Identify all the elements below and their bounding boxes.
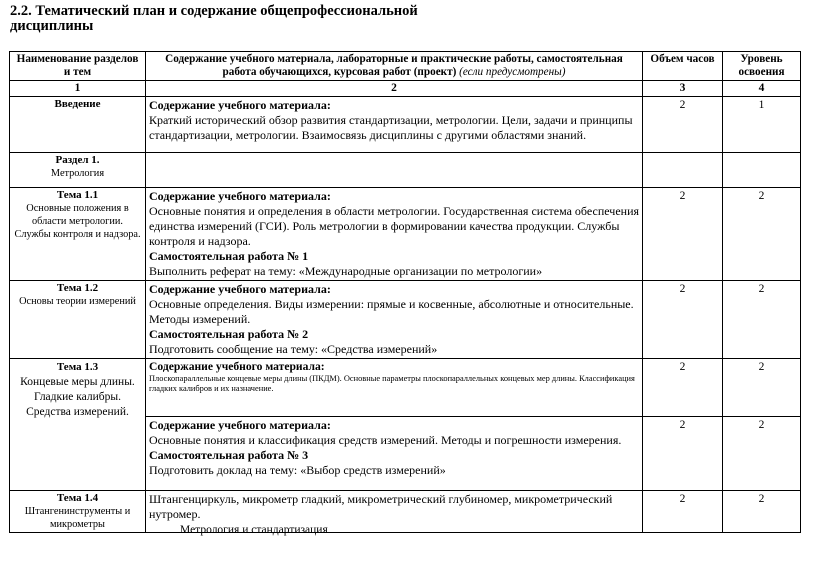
- table-row-topic-1-1: [10, 188, 801, 281]
- heading-line-1: 2.2. Тематический план и содержание общепрофессиональной: [10, 3, 418, 19]
- self-study-text: Подготовить доклад на тему: «Выбор средств измерений»: [149, 463, 446, 477]
- column-number-4: 4: [723, 81, 801, 97]
- row-name-cell: [10, 97, 146, 153]
- column-number-1: 1: [10, 81, 146, 97]
- column-number-3: 3: [643, 81, 723, 97]
- topic-level: 2: [723, 491, 801, 533]
- content-text: Основные определения. Виды измерении: прямые и косвенные, абсолютные и относительные. Методы измерений.: [149, 297, 634, 326]
- content-title: Содержание учебного материала:: [149, 189, 331, 203]
- column-number-2: 2: [146, 81, 643, 97]
- topic-title: Тема 1.4: [56, 492, 99, 504]
- self-study-title: Самостоятельная работа № 1: [149, 249, 309, 263]
- topic-hours: 2: [643, 359, 723, 417]
- column-number-row: [10, 81, 801, 97]
- table-header-row: [10, 52, 801, 81]
- topic-content-cell: [146, 281, 643, 359]
- topic-content-cell: [146, 359, 643, 417]
- table-row-section-1: [10, 153, 801, 188]
- topic-hours: 2: [643, 417, 723, 491]
- topic-name: Концевые меры длины. Гладкие калибры. Средства измерений.: [20, 376, 135, 418]
- content-text: Основные понятия и классификация средств измерений. Методы и погрешности измерения.: [149, 433, 622, 447]
- section-title: Раздел 1.: [55, 154, 100, 166]
- header-content-italic: (если предусмотрены): [459, 66, 566, 78]
- topic-title: Тема 1.2: [56, 282, 99, 294]
- topic-level: 2: [723, 417, 801, 491]
- row-name: Введение: [54, 98, 101, 110]
- header-content-main: Содержание учебного материала, лабораторные и практические работы, самостоятельная работа обучающихся, курсовая работ (проект): [165, 53, 623, 78]
- topic-level: 2: [723, 281, 801, 359]
- section-level-cell: [723, 153, 801, 188]
- section-name-cell: [10, 153, 146, 188]
- topic-name: Штангенинструменты и микрометры: [24, 506, 131, 530]
- table-row-introduction: [10, 97, 801, 153]
- topic-name-cell: [10, 491, 146, 533]
- document-heading: [10, 4, 610, 34]
- content-title: Содержание учебного материала:: [149, 418, 331, 432]
- section-content-cell: [146, 153, 643, 188]
- topic-title: Тема 1.1: [56, 189, 99, 201]
- header-level: Уровень освоения: [723, 52, 801, 81]
- content-text: Плоскопараллельные концевые меры длины (ПКДМ). Основные параметры плоскопараллельных концевых мер длины. Классификация гладких калибров и их назначение.: [149, 374, 635, 393]
- topic-title: Тема 1.3: [56, 361, 99, 373]
- header-sections: Наименование разделов и тем: [10, 52, 146, 81]
- content-title: Содержание учебного материала:: [149, 282, 331, 296]
- topic-level: 2: [723, 359, 801, 417]
- section-hours-cell: [643, 153, 723, 188]
- header-hours: Объем часов: [643, 52, 723, 81]
- content-text: Штангенциркуль, микрометр гладкий, микрометрический глубиномер, микрометрический нутромер.: [149, 492, 613, 521]
- table-row-topic-1-4: [10, 491, 801, 533]
- table-row-topic-1-2: [10, 281, 801, 359]
- topic-content-cell: [146, 188, 643, 281]
- table-row-topic-1-3a: [10, 359, 801, 417]
- self-study-title: Самостоятельная работа № 2: [149, 327, 309, 341]
- row-content-cell: [146, 97, 643, 153]
- heading-line-2: дисциплины: [10, 18, 94, 34]
- topic-name-cell: [10, 281, 146, 359]
- thematic-plan-table: [9, 51, 801, 533]
- row-hours: 2: [643, 97, 723, 153]
- topic-hours: 2: [643, 188, 723, 281]
- topic-name-cell: [10, 188, 146, 281]
- topic-content-cell: [146, 417, 643, 491]
- topic-hours: 2: [643, 281, 723, 359]
- page-footer: Метрология и стандартизация: [180, 524, 328, 536]
- self-study-text: Подготовить сообщение на тему: «Средства измерений»: [149, 342, 438, 356]
- topic-name: Основы теории измерений: [19, 296, 136, 307]
- header-content: [146, 52, 643, 81]
- content-title: Содержание учебного материала:: [149, 360, 325, 373]
- content-text: Основные понятия и определения в области метрологии. Государственная система обеспечения единства измерений (ГСИ). Роль метрологии в формировании качества продукции. Службы контроля и надзора.: [149, 204, 640, 248]
- topic-level: 2: [723, 188, 801, 281]
- section-name: Метрология: [50, 168, 105, 179]
- row-level: 1: [723, 97, 801, 153]
- topic-name-cell: [10, 359, 146, 491]
- topic-name: Основные положения в области метрологии. Службы контроля и надзора.: [14, 203, 141, 240]
- topic-hours: 2: [643, 491, 723, 533]
- content-text: Краткий исторический обзор развития стандартизации, метрологии. Цели, задачи и принципы стандартизации, метрологии. Взаимосвязь дисциплины с другими областями знаний.: [149, 113, 633, 142]
- self-study-title: Самостоятельная работа № 3: [149, 448, 309, 462]
- content-title: Содержание учебного материала:: [149, 98, 331, 112]
- self-study-text: Выполнить реферат на тему: «Международные организации по метрологии»: [149, 264, 543, 278]
